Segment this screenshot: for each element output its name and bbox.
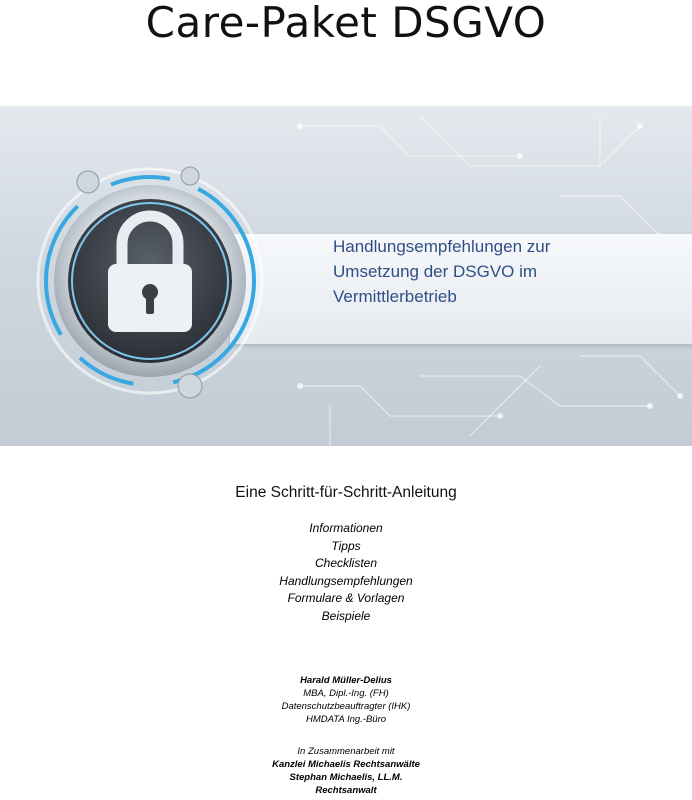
- lock-emblem: [30, 146, 270, 421]
- collaboration-block: [0, 745, 692, 797]
- law-firm: Kanzlei Michaelis Rechtsanwälte: [272, 759, 420, 770]
- feature-item: Beispiele: [321, 608, 371, 623]
- banner-heading: Handlungsempfehlungen zur Umsetzung der DSGVO im Vermittlerbetrieb: [333, 237, 551, 306]
- author-company: HMDATA Ing.-Büro: [305, 714, 387, 725]
- cover-banner: [0, 106, 692, 446]
- author-name: Harald Müller-Delius: [300, 675, 392, 686]
- gear-icon: [77, 171, 99, 193]
- feature-item: Formulare & Vorlagen: [287, 591, 405, 605]
- collaborator-name: Stephan Michaelis, LL.M.: [289, 772, 403, 783]
- feature-list: [0, 520, 692, 625]
- gear-icon: [178, 374, 202, 398]
- gear-icon: [181, 167, 199, 185]
- feature-item: Checklisten: [314, 556, 378, 570]
- author-degree: MBA, Dipl.-Ing. (FH): [303, 688, 389, 699]
- feature-item: Informationen: [309, 521, 383, 535]
- feature-item: Tipps: [331, 538, 361, 553]
- feature-item: Handlungsempfehlungen: [279, 573, 413, 588]
- document-subtitle: Eine Schritt-für-Schritt-Anleitung: [235, 484, 457, 501]
- document-title: Care-Paket DSGVO: [145, 0, 547, 47]
- author-role: Datenschutzbeauftragter (IHK): [281, 701, 411, 712]
- collaborator-role: Rechtsanwalt: [315, 785, 377, 796]
- collaboration-intro: In Zusammenarbeit mit: [297, 746, 395, 757]
- author-block: [0, 674, 692, 726]
